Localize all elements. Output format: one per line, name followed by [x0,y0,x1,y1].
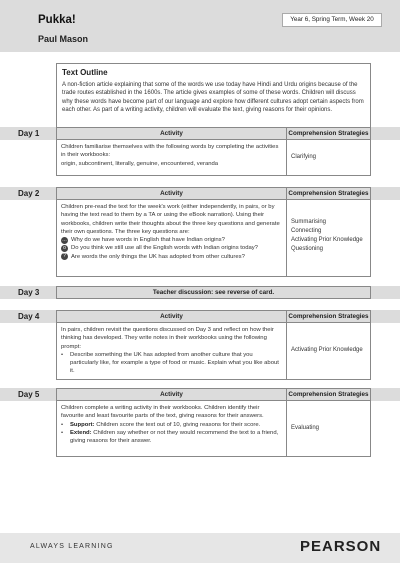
day1-strategy: Clarifying [291,154,317,160]
day4-strategies-cell [286,322,371,380]
day4-strategy: Activating Prior Knowledge [291,347,363,353]
day2-question-1: … Why do we have words in English that have Indian origins? [62,236,225,244]
day1-strategies-header: Comprehension Strategies [286,127,371,140]
day2-activity-header: Activity [56,187,287,200]
day2-activity-intro: Children pre-read the text for the week's work (either independently, in pairs, or by having the text read to them by a TA or using the eBook narration). Using their workbooks, children write their thoughts about the three key questions and generate their own questions. The three key questions are: [61,204,280,235]
day2-activity-cell [56,199,287,277]
day2-strategy-4: Questioning [291,246,324,252]
brand-logo: PEARSON [300,538,382,555]
day2-strategies-cell [286,199,371,277]
day4-label: Day 4 [18,312,40,321]
day5-support-bullet: • Support: Children score the text out of 10, giving reasons for their score. [61,421,261,428]
day2-strategy-3: Activating Prior Knowledge [291,237,363,243]
day2-strategy-2: Connecting [291,228,322,234]
day5-extend-bullet: • Extend: Children say whether or not they would recommend the text to a friend, giving reasons for their answer. [61,429,279,445]
day5-activity-intro: Children complete a writing activity in their workbooks. Children identify their favourite and least favourite parts of the text, giving reasons for their answers. [61,405,264,420]
bullet-icon: • [61,429,64,436]
day4-activity-intro: In pairs, children revisit the questions discussed on Day 3 and reflect on how their thinking has developed. They write notes in their workbooks using the following prompt: [61,327,274,350]
day4-activity-cell [56,322,287,380]
day5-activity-header: Activity [56,388,287,401]
speech-icon: … [62,236,67,243]
day4-strategies-header: Comprehension Strategies [286,310,371,323]
day3-note: Teacher discussion: see reverse of card. [56,286,371,299]
author-name: Paul Mason [38,34,89,44]
week-badge: Year 6, Spring Term, Week 20 [282,13,382,27]
day5-strategy: Evaluating [291,425,320,431]
day2-label: Day 2 [18,189,40,198]
question-icon: ? [61,253,68,260]
day5-strategies-cell [286,400,371,457]
day2-question-3: ? Are words the only things the UK has adopted from other cultures? [61,253,282,261]
bullet-icon: • [61,351,64,358]
day5-label: Day 5 [18,390,40,399]
bullet-icon: • [61,421,64,428]
day4-activity-header: Activity [56,310,287,323]
day1-activity-intro: Children familiarise themselves with the following words by completing the activities in their workbooks: [61,144,279,159]
day2-strategies-header: Comprehension Strategies [286,187,371,200]
day5-strategies-header: Comprehension Strategies [286,388,371,401]
footer-tagline: ALWAYS LEARNING [30,543,114,550]
outline-title: Text Outline [62,68,108,77]
day2-question-2: o Do you think we still use all the English words with Indian origins today? [61,244,282,252]
search-icon: o [61,245,68,252]
day1-activity-words: origin, subcontinent, literally, genuine, encountered, veranda [61,160,219,167]
day1-strategies-cell [286,139,371,176]
day1-label: Day 1 [18,129,40,138]
day3-label: Day 3 [18,288,40,297]
day1-activity-header: Activity [56,127,287,140]
day2-strategy-1: Summarising [291,219,327,225]
day4-bullet: • Describe something the UK has adopted from another culture that you particularly like, for example a type of food or music. Explain what you like about it. [61,351,279,375]
outline-text: A non-fiction article explaining that some of the words we use today have Hindi and Urdu origins because of the trade routes established in the 1600s. The article gives examples of some of these words. Children will discuss why these words have become part of our language and explore how different cultures adopt certain aspects from each other. As part of a writing activity, children will evaluate the text, giving reasons for their opinions. [62,82,364,113]
page-title: Pukka! [38,14,76,26]
day5-activity-cell [56,400,287,457]
day1-activity-cell [56,139,287,176]
